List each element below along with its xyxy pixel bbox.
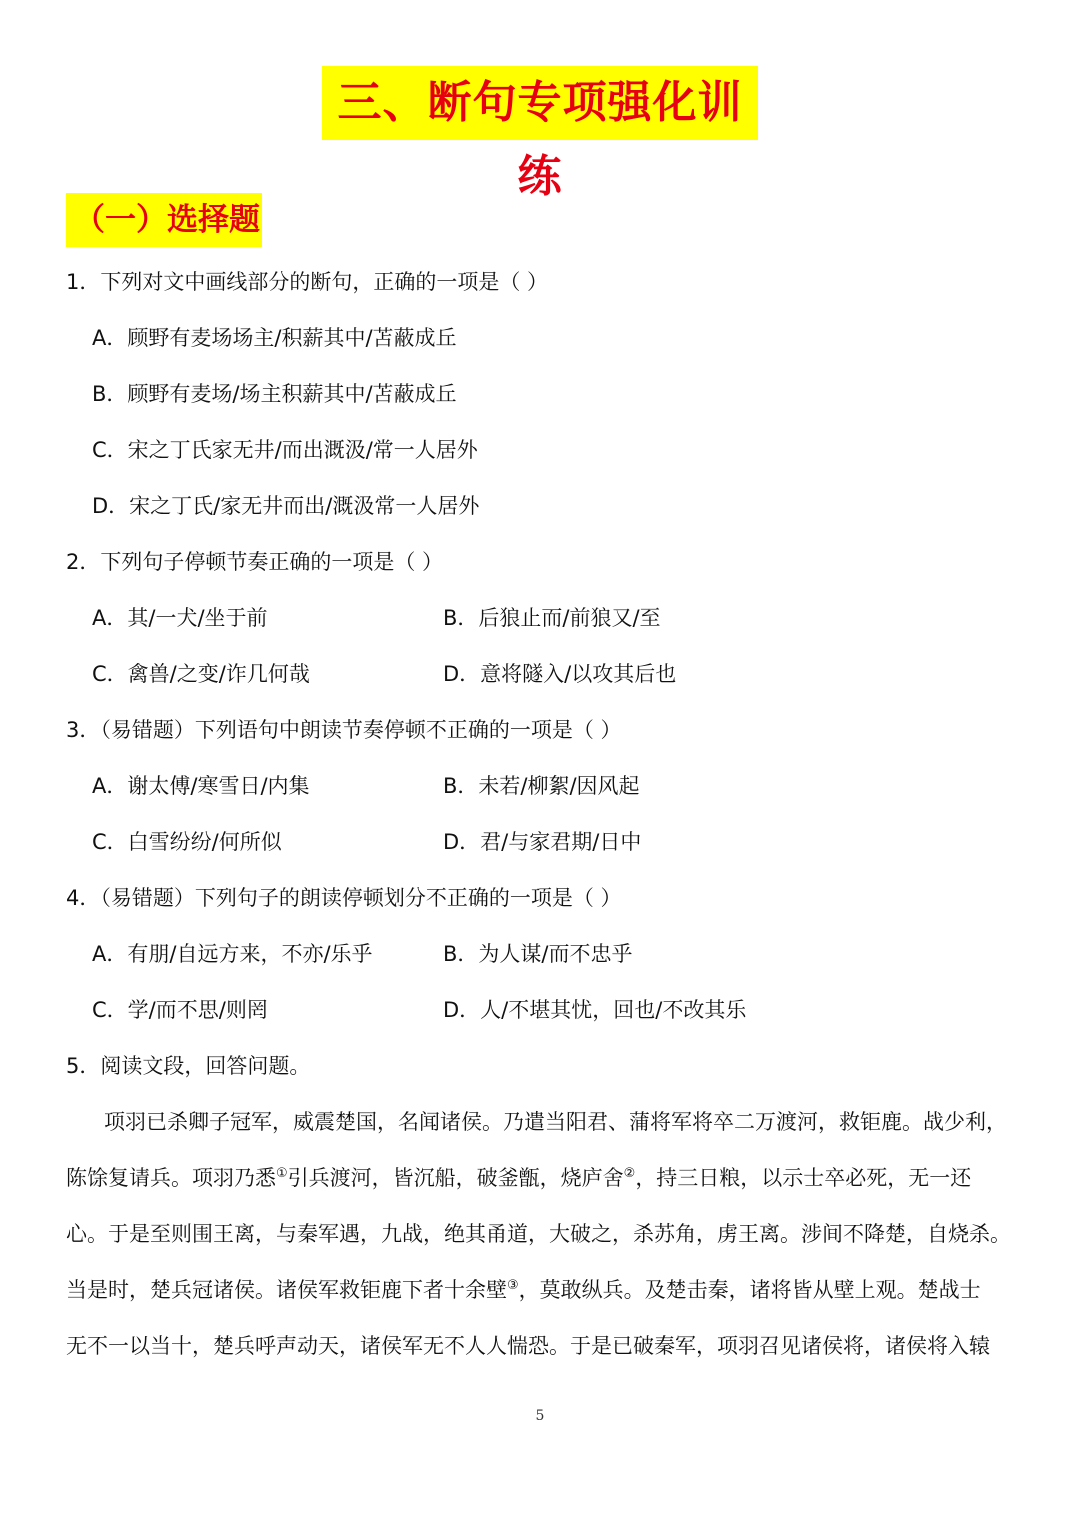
question-1-option-b: B．顾野有麦场/场主积薪其中/苫蔽成丘: [92, 382, 457, 406]
passage-line-2-part-3: ，持三日粮，以示士卒必死，无一还: [635, 1166, 972, 1190]
question-1-option-a: A．顾野有麦场场主/积薪其中/苫蔽成丘: [92, 326, 457, 350]
question-2-stem: 2．下列句子停顿节奏正确的一项是（ ）: [66, 550, 444, 574]
page-title: 三、断句专项强化训练: [322, 66, 758, 140]
question-2-option-c: C．禽兽/之变/诈几何哉: [92, 662, 310, 686]
footnote-marker-1: ①: [276, 1166, 288, 1181]
question-3-option-c: C．白雪纷纷/何所似: [92, 830, 282, 854]
question-3-option-b: B．未若/柳絮/因风起: [443, 774, 640, 798]
footnote-marker-2: ②: [623, 1166, 636, 1181]
passage-line-1: 项羽已杀卿子冠军，威震楚国，名闻诸侯。乃遣当阳君、蒲将军将卒二万渡河，救钜鹿。战少利，: [104, 1110, 1007, 1134]
passage-line-4-part-2: ，莫敢纵兵。及楚击秦，诸将皆从壁上观。楚战士: [518, 1278, 981, 1302]
question-2-option-d: D．意将隧入/以攻其后也: [443, 662, 677, 686]
question-4-option-b: B．为人谋/而不忠乎: [443, 942, 633, 966]
footnote-marker-3: ③: [507, 1278, 519, 1293]
question-3-option-a: A．谢太傅/寒雪日/内集: [92, 774, 310, 798]
question-2-option-b: B．后狼止而/前狼又/至: [443, 606, 661, 630]
passage-line-2-part-1: 陈馀复请兵。项羽乃悉: [66, 1166, 276, 1190]
question-1-stem: 1．下列对文中画线部分的断句，正确的一项是（ ）: [66, 270, 549, 294]
question-4-option-c: C．学/而不思/则罔: [92, 998, 268, 1022]
question-2-option-a: A．其/一犬/坐于前: [92, 606, 268, 630]
passage-line-4: [66, 1275, 1018, 1305]
question-4-option-d: D．人/不堪其忧，回也/不改其乐: [443, 998, 747, 1022]
question-5-stem: 5．阅读文段，回答问题。: [66, 1054, 311, 1078]
question-1-option-c: C．宋之丁氏家无井/而出溉汲/常一人居外: [92, 438, 478, 462]
question-1-option-d: D．宋之丁氏/家无井而出/溉汲常一人居外: [92, 494, 480, 518]
passage-line-2: [66, 1163, 1018, 1193]
page-number: 5: [535, 1408, 545, 1424]
question-4-option-a: A．有朋/自远方来，不亦/乐乎: [92, 942, 373, 966]
question-3-stem: 3．（易错题）下列语句中朗读节奏停顿不正确的一项是（ ）: [66, 718, 622, 742]
question-3-option-d: D．君/与家君期/日中: [443, 830, 642, 854]
question-4-stem: 4．（易错题）下列句子的朗读停顿划分不正确的一项是（ ）: [66, 886, 622, 910]
passage-line-2-part-2: 引兵渡河，皆沉船，破釜甑，烧庐舍: [287, 1166, 624, 1190]
passage-line-3: 心。于是至则围王离，与秦军遇，九战，绝其甬道，大破之，杀苏角，虏王离。涉间不降楚，自烧杀。: [66, 1222, 1011, 1246]
passage-line-5: 无不一以当十，楚兵呼声动天，诸侯军无不人人惴恐。于是已破秦军，项羽召见诸侯将，诸侯将入辕: [66, 1334, 990, 1358]
section-heading: （一）选择题: [66, 193, 262, 247]
passage-line-4-part-1: 当是时，楚兵冠诸侯。诸侯军救钜鹿下者十余壁: [66, 1278, 507, 1302]
